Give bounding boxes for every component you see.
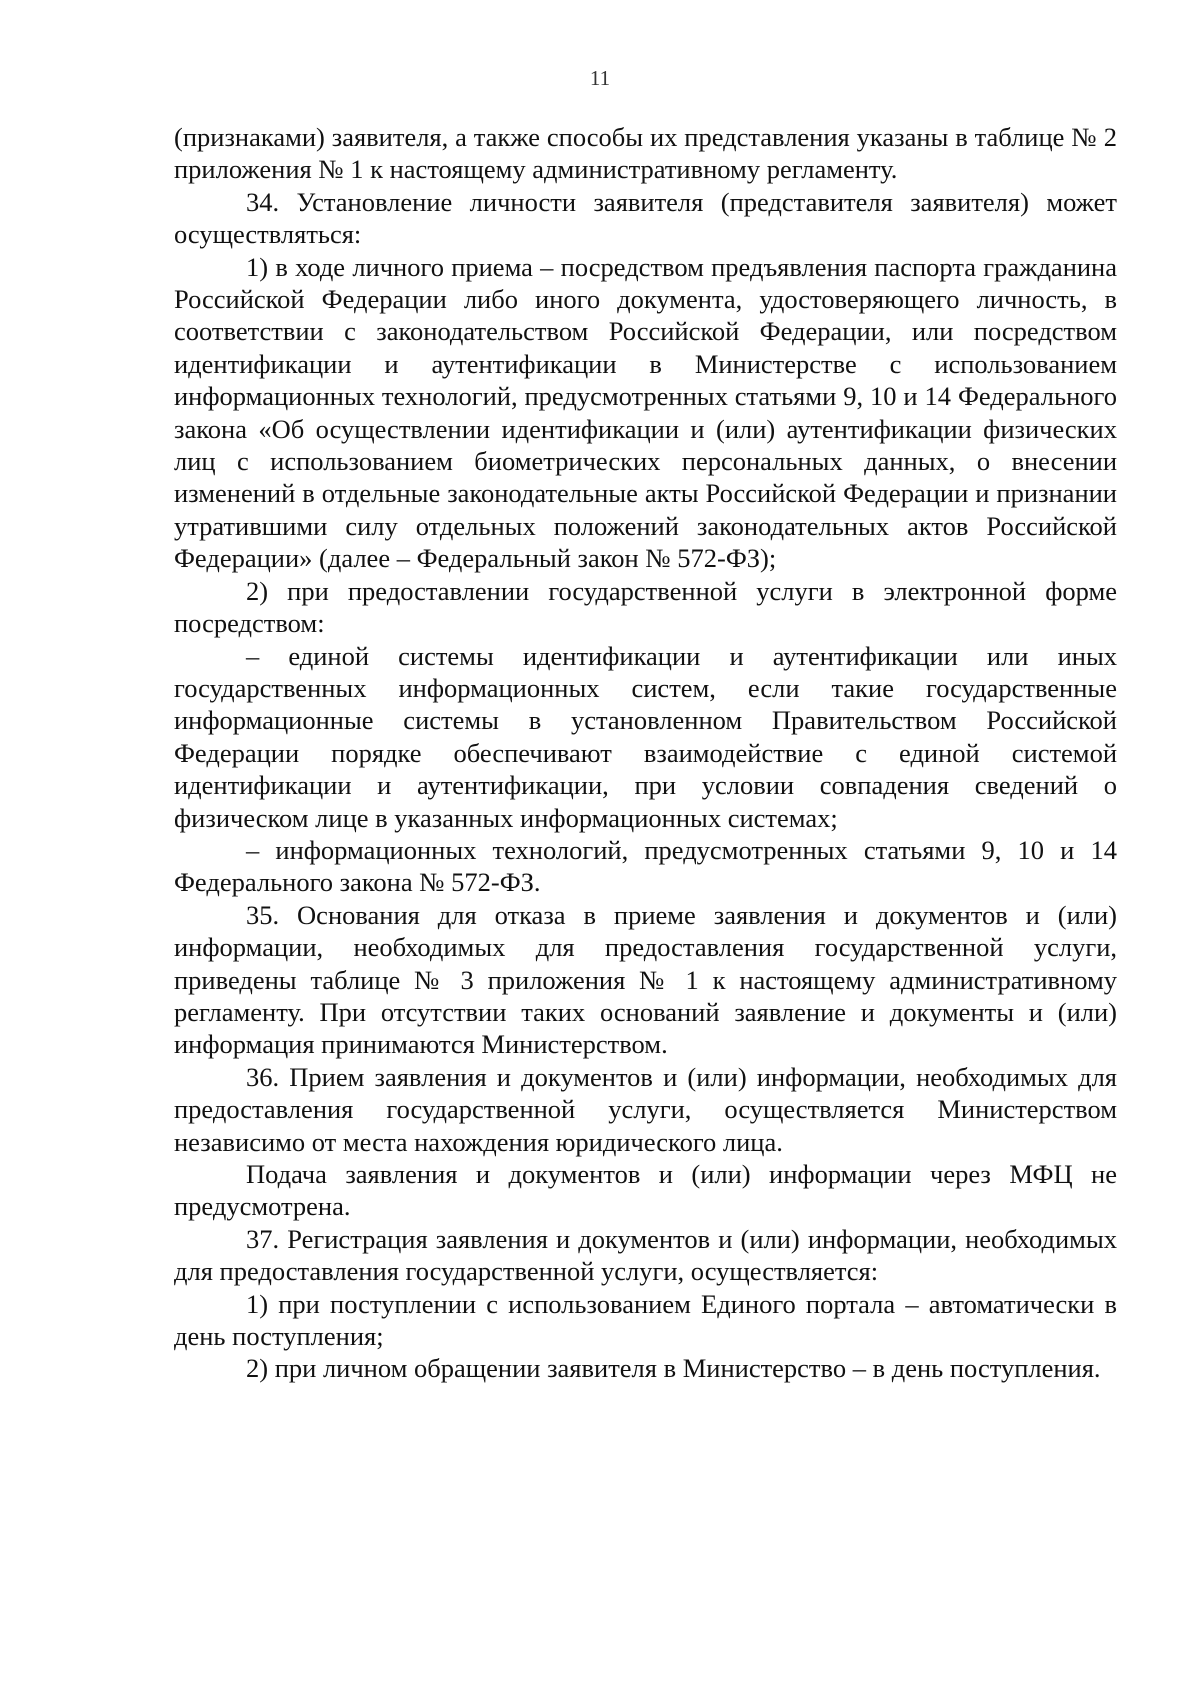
paragraph-item-37: 37. Регистрация заявления и документов и (или) информации, необходимых для предоставления государственной услуги, осуществляется:	[174, 1223, 1117, 1287]
paragraph-dash-esia: – единой системы идентификации и аутентификации или иных государственных информационных систем, если такие государственные информационные системы в установленном Правительством Российской Федерации порядке обеспечивают взаимодействие с единой системой идентификации и аутентификации, при условии совпадения сведений о физическом лице в указанных информационных системах;	[174, 640, 1117, 833]
paragraph-mfc-note: Подача заявления и документов и (или) информации через МФЦ не предусмотрена.	[174, 1159, 1117, 1222]
paragraph-dash-it: – информационных технологий, предусмотренных статьями 9, 10 и 14 Федерального закона № 572-ФЗ.	[174, 834, 1117, 898]
paragraph-37-subitem-1: 1) при поступлении с использованием Единого портала – автоматически в день поступления;	[174, 1288, 1117, 1352]
page-number: 11	[589, 66, 611, 90]
paragraph-37-subitem-2: 2) при личном обращении заявителя в Министерство – в день поступления.	[246, 1353, 1101, 1384]
paragraph-continuation: (признаками) заявителя, а также способы их представления указаны в таблице № 2 приложения № 1 к настоящему административному регламенту.	[174, 122, 1117, 185]
paragraph-item-34: 34. Установление личности заявителя (представителя заявителя) может осуществляться:	[174, 186, 1117, 250]
paragraph-34-subitem-2: 2) при предоставлении государственной услуги в электронной форме посредством:	[174, 575, 1117, 639]
paragraph-34-subitem-1: 1) в ходе личного приема – посредством предъявления паспорта гражданина Российской Федерации либо иного документа, удостоверяющего личность, в соответствии с законодательством Российской Федерации, или посредством идентификации и аутентификации в Министерстве с использованием информационных технологий, предусмотренных статьями 9, 10 и 14 Федерального закона «Об осуществлении идентификации и (или) аутентификации физических лиц с использованием биометрических персональных данных, о внесении изменений в отдельные законодательные акты Российской Федерации и признании утратившими силу отдельных положений законодательных актов Российской Федерации» (далее – Федеральный закон № 572-ФЗ);	[174, 251, 1117, 574]
paragraph-item-35: 35. Основания для отказа в приеме заявления и документов и (или) информации, необходимых для предоставления государственной услуги, приведены таблице № 3 приложения № 1 к настоящему административному регламенту. При отсутствии таких оснований заявление и документы и (или) информация принимаются Министерством.	[174, 899, 1117, 1060]
document-body	[174, 121, 1117, 1385]
paragraph-item-36: 36. Прием заявления и документов и (или) информации, необходимых для предоставления государственной услуги, осуществляется Министерством независимо от места нахождения юридического лица.	[174, 1061, 1117, 1157]
